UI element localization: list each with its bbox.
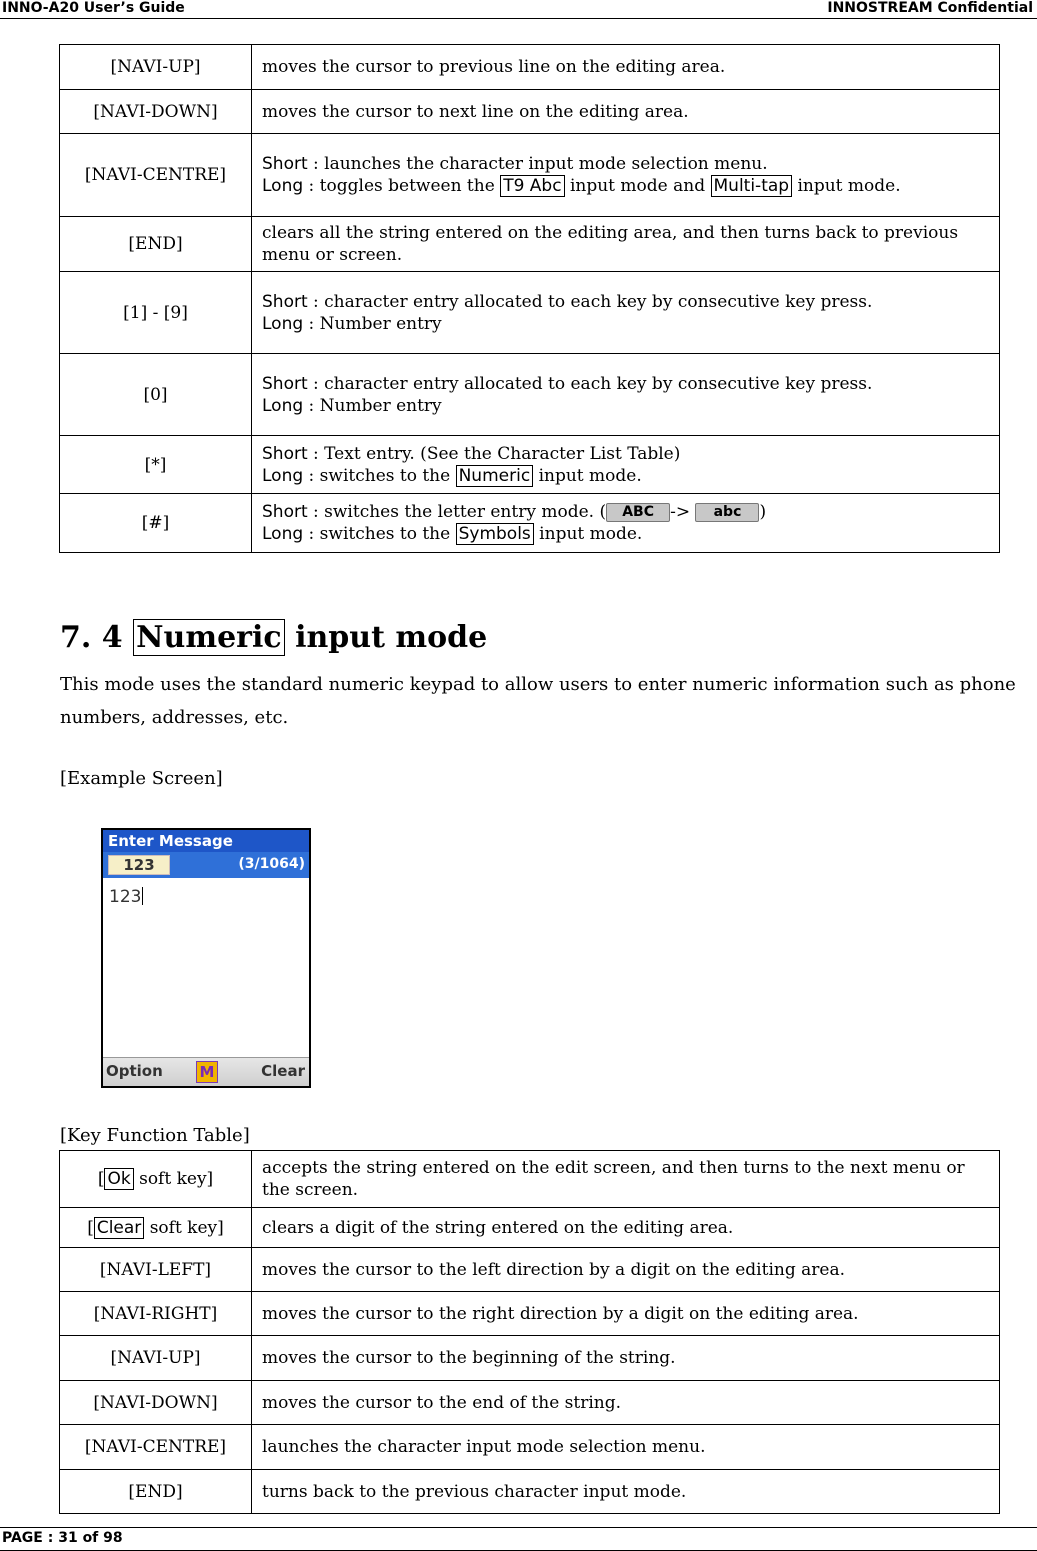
symbols-term: Symbols <box>456 523 534 545</box>
ok-term: Ok <box>104 1168 133 1190</box>
short-text: : switches the letter entry mode. ( <box>307 502 607 522</box>
page-footer <box>0 1527 1037 1551</box>
long-text: : Number entry <box>303 395 442 416</box>
desc-cell: moves the cursor to previous line on the editing area. <box>252 45 1000 90</box>
short-text: ) <box>759 502 767 522</box>
short-text: : character entry allocated to each key by consecutive key press. <box>307 291 873 312</box>
bracket: [ <box>97 1169 105 1189</box>
clear-softkey: Clear <box>261 1062 305 1080</box>
option-softkey: Option <box>106 1062 163 1080</box>
table-row <box>60 45 1000 90</box>
table-row <box>60 1425 1000 1470</box>
short-label: Short <box>262 291 308 312</box>
multitap-term: Multi-tap <box>711 175 793 197</box>
desc-cell: moves the cursor to the left direction by a digit on the editing area. <box>252 1248 1000 1292</box>
section-number: 7. 4 <box>60 620 123 655</box>
phone-entered-text: 123 <box>109 887 142 907</box>
long-label: Long <box>262 465 304 486</box>
key-cell: [NAVI-CENTRE] <box>60 134 252 217</box>
long-text: : toggles between the <box>303 176 501 196</box>
short-label: Short <box>262 502 308 522</box>
key-cell: [0] <box>60 354 252 436</box>
long-text: input mode. <box>533 465 642 486</box>
desc-cell: moves the cursor to the beginning of the string. <box>252 1336 1000 1381</box>
example-phone-screen <box>101 828 311 1088</box>
table-row <box>60 134 1000 217</box>
desc-cell: turns back to the previous character input mode. <box>252 1470 1000 1514</box>
cursor-icon <box>142 887 143 905</box>
phone-status-bar <box>103 852 309 878</box>
short-label: Short <box>262 373 308 394</box>
long-text: input mode. <box>792 176 901 196</box>
key-cell: [1] - [9] <box>60 272 252 354</box>
header-confidential: INNOSTREAM Confidential <box>827 0 1033 16</box>
phone-char-count: (3/1064) <box>238 856 305 872</box>
table-row <box>60 1151 1000 1208</box>
short-text: : character entry allocated to each key by consecutive key press. <box>307 373 873 394</box>
clear-term: Clear <box>94 1217 144 1239</box>
desc-cell <box>252 494 1000 553</box>
phone-edit-area <box>109 887 143 907</box>
page-header <box>0 0 1037 19</box>
key-cell: [NAVI-CENTRE] <box>60 1425 252 1470</box>
key-table-continued <box>59 44 1000 553</box>
key-cell: [NAVI-LEFT] <box>60 1248 252 1292</box>
intro-paragraph: This mode uses the standard numeric keypad to allow users to enter numeric information such as phone numbers, addresses, etc. <box>60 674 1016 728</box>
key-function-table <box>59 1150 1000 1514</box>
long-label: Long <box>262 176 304 196</box>
abc-upper-icon: ABC <box>606 503 670 522</box>
desc-cell <box>252 436 1000 494</box>
key-cell: [#] <box>60 494 252 553</box>
abc-lower-icon: abc <box>695 503 759 522</box>
table-row <box>60 1336 1000 1381</box>
desc-cell: moves the cursor to the end of the string. <box>252 1381 1000 1425</box>
long-label: Long <box>262 313 304 334</box>
key-function-table-label: [Key Function Table] <box>60 1125 250 1146</box>
table-row <box>60 217 1000 272</box>
long-text: input mode and <box>564 176 711 196</box>
key-cell: [NAVI-RIGHT] <box>60 1292 252 1336</box>
example-screen-label: [Example Screen] <box>60 768 223 789</box>
bracket: [ <box>87 1217 94 1238</box>
table-row <box>60 90 1000 134</box>
key-cell: [*] <box>60 436 252 494</box>
key-cell <box>60 1151 252 1208</box>
desc-cell <box>252 354 1000 436</box>
table-row <box>60 1381 1000 1425</box>
table-row <box>60 494 1000 553</box>
phone-title: Enter Message <box>103 830 309 852</box>
key-cell: [END] <box>60 1470 252 1514</box>
desc-cell: moves the cursor to next line on the editing area. <box>252 90 1000 134</box>
section-title-rest: input mode <box>295 620 488 655</box>
phone-softkey-bar <box>103 1057 309 1086</box>
menu-m-icon: M <box>196 1061 218 1083</box>
table-row <box>60 1208 1000 1248</box>
softkey-text: soft key] <box>144 1217 224 1238</box>
desc-cell: clears all the string entered on the editing area, and then turns back to previous menu or screen. <box>252 217 1000 272</box>
arrow-text: -> <box>670 502 696 522</box>
desc-cell: clears a digit of the string entered on the editing area. <box>252 1208 1000 1248</box>
phone-input-mode: 123 <box>108 855 170 875</box>
short-label: Short <box>262 443 308 464</box>
long-text: : switches to the <box>303 465 456 486</box>
desc-cell <box>252 134 1000 217</box>
short-text: : Text entry. (See the Character List Table) <box>307 443 681 464</box>
long-text: : switches to the <box>303 524 456 544</box>
t9-abc-term: T9 Abc <box>500 175 564 197</box>
key-cell: [NAVI-UP] <box>60 1336 252 1381</box>
section-heading <box>60 620 487 655</box>
numeric-term: Numeric <box>456 465 534 487</box>
table-row <box>60 1470 1000 1514</box>
softkey-text: soft key] <box>133 1169 214 1189</box>
desc-cell <box>252 272 1000 354</box>
short-text: : launches the character input mode selection menu. <box>307 154 768 174</box>
key-cell: [END] <box>60 217 252 272</box>
short-label: Short <box>262 154 308 174</box>
key-cell: [NAVI-UP] <box>60 45 252 90</box>
long-text: input mode. <box>533 524 643 544</box>
key-cell: [NAVI-DOWN] <box>60 1381 252 1425</box>
table-row <box>60 272 1000 354</box>
long-label: Long <box>262 524 304 544</box>
long-text: : Number entry <box>303 313 442 334</box>
key-cell <box>60 1208 252 1248</box>
table-row <box>60 354 1000 436</box>
desc-cell: moves the cursor to the right direction by a digit on the editing area. <box>252 1292 1000 1336</box>
desc-cell: launches the character input mode selection menu. <box>252 1425 1000 1470</box>
table-row <box>60 1292 1000 1336</box>
header-doc-title: INNO-A20 User’s Guide <box>2 0 185 16</box>
long-label: Long <box>262 395 304 416</box>
table-row <box>60 436 1000 494</box>
desc-cell: accepts the string entered on the edit screen, and then turns to the next menu or the screen. <box>252 1151 1000 1208</box>
table-row <box>60 1248 1000 1292</box>
page-number: PAGE : 31 of 98 <box>2 1530 123 1546</box>
section-boxed-term: Numeric <box>133 619 285 656</box>
key-cell: [NAVI-DOWN] <box>60 90 252 134</box>
